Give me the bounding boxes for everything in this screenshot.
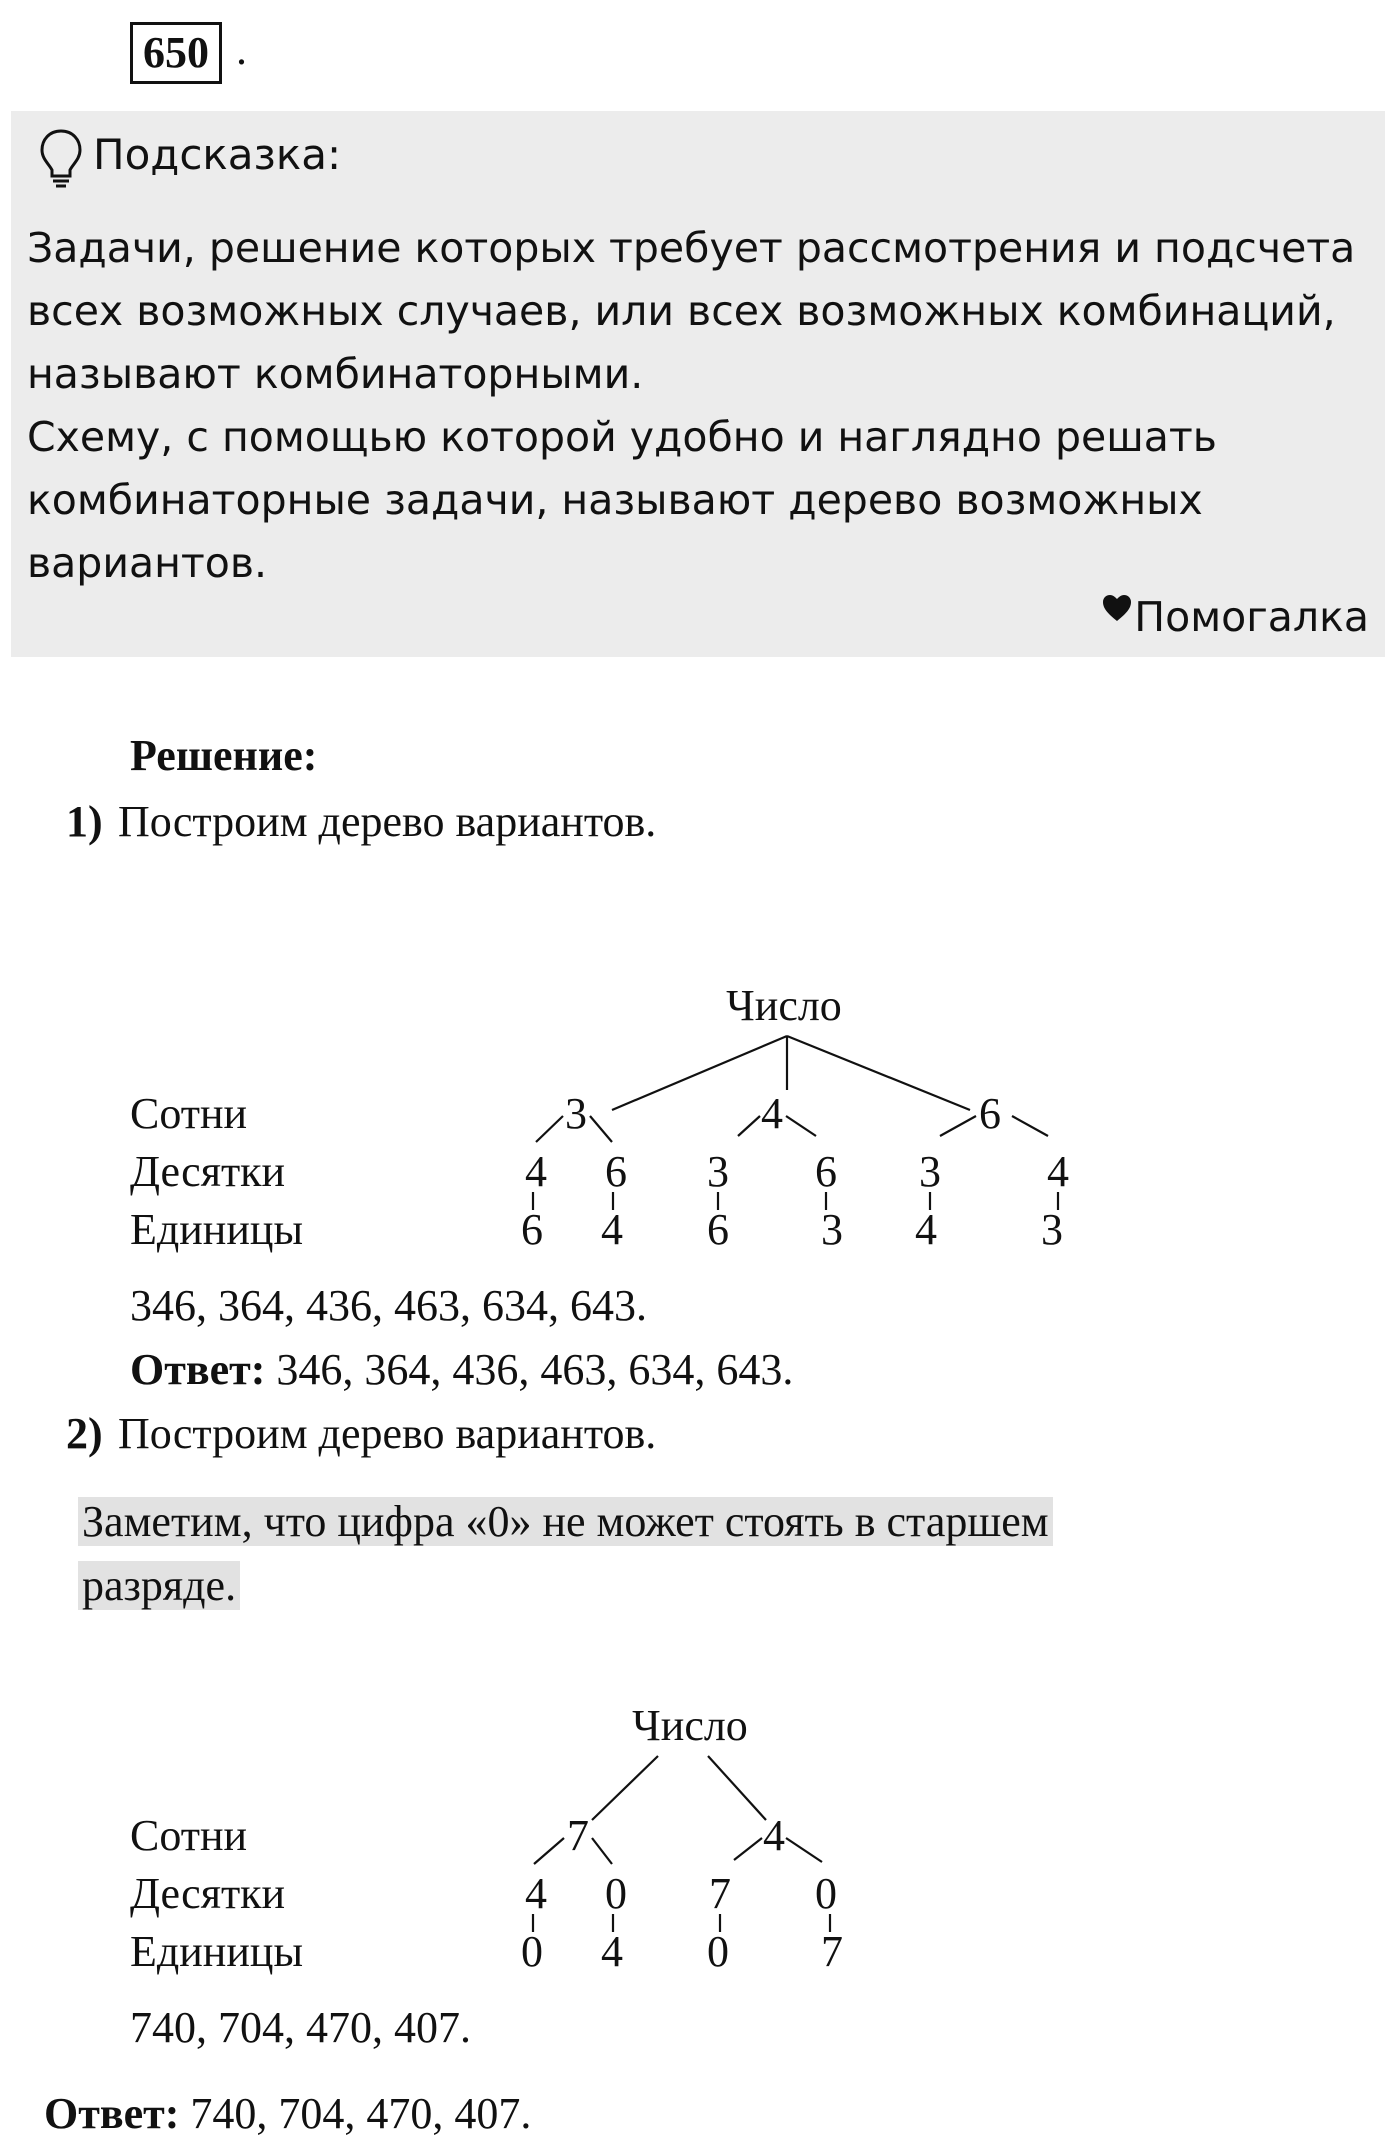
hundreds-digit: 4 (763, 1811, 785, 1860)
hundreds-digit: 6 (979, 1089, 1001, 1138)
tens-digit: 4 (1047, 1147, 1069, 1196)
tens-digit: 0 (605, 1869, 627, 1918)
part1-result: 346, 364, 436, 463, 634, 643. (130, 1281, 647, 1330)
part2-tree-diagram (0, 1690, 1400, 1990)
tree-branch (786, 1116, 816, 1136)
units-digit: 0 (521, 1927, 543, 1976)
tens-digit: 6 (605, 1147, 627, 1196)
hundreds-digit: 3 (565, 1089, 587, 1138)
tree-branch (590, 1116, 612, 1142)
brand-label: Помогалка (1134, 593, 1369, 641)
part2-answer-line (44, 2088, 531, 2140)
tree-branch (536, 1116, 563, 1142)
part2-marker: 2) (66, 1409, 103, 1458)
tree-branch (708, 1756, 766, 1820)
units-digit: 7 (821, 1927, 843, 1976)
level-label-units: Единицы (130, 1205, 304, 1254)
part2-result: 740, 704, 470, 407. (130, 2003, 471, 2052)
part2-intro: Построим дерево вариантов. (118, 1409, 657, 1458)
hundreds-digit: 7 (567, 1811, 589, 1860)
tree-root: Число (726, 981, 842, 1030)
tree-branch (1012, 1116, 1048, 1136)
level-label-hundreds: Сотни (130, 1089, 248, 1138)
units-digit: 0 (707, 1927, 729, 1976)
tens-digit: 3 (919, 1147, 941, 1196)
problem-number-dot: . (236, 25, 247, 74)
tree-root: Число (632, 1701, 748, 1750)
part1-answer-line (130, 1340, 793, 1400)
level-label-tens: Десятки (130, 1869, 286, 1918)
units-digit: 6 (521, 1205, 543, 1254)
hint-text (27, 217, 1367, 595)
hint-box (11, 111, 1385, 657)
highlighted-note (78, 1490, 1248, 1618)
hint-paragraph: Задачи, решение которых требует рассмотрения и подсчета всех возможных случаев, или всех возможных комбинаций, называют комбинаторными. (27, 224, 1356, 398)
note-line: разряде. (78, 1561, 240, 1610)
part1-intro: Построим дерево вариантов. (118, 797, 657, 846)
units-digit: 3 (1041, 1205, 1063, 1254)
tens-digit: 6 (815, 1147, 837, 1196)
tens-digit: 3 (707, 1147, 729, 1196)
answer-value: 346, 364, 436, 463, 634, 643. (276, 1345, 794, 1394)
tree-branch (787, 1036, 970, 1110)
tree-branch (734, 1838, 762, 1860)
heart-icon (1101, 593, 1133, 623)
tens-digit: 7 (709, 1869, 731, 1918)
tree-branch (786, 1838, 822, 1862)
level-label-hundreds: Сотни (130, 1811, 248, 1860)
part1-tree-diagram (0, 970, 1400, 1270)
tree-branch (592, 1838, 612, 1864)
units-digit: 3 (821, 1205, 843, 1254)
tree-branch (534, 1838, 564, 1864)
answer-value: 740, 704, 470, 407. (190, 2089, 532, 2138)
hundreds-digit: 4 (761, 1089, 783, 1138)
units-digit: 4 (915, 1205, 937, 1254)
part1-marker: 1) (66, 797, 103, 846)
tens-digit: 4 (525, 1147, 547, 1196)
tens-digit: 0 (815, 1869, 837, 1918)
tree-branch (940, 1116, 976, 1136)
units-digit: 4 (601, 1927, 623, 1976)
lightbulb-icon (37, 127, 85, 191)
answer-label: Ответ: (44, 2089, 180, 2138)
hint-paragraph: Схему, с помощью которой удобно и наглядно решать комбинаторные задачи, называют дерево возможных вариантов. (27, 413, 1217, 587)
answer-label: Ответ: (130, 1345, 266, 1394)
units-digit: 6 (707, 1205, 729, 1254)
tens-digit: 4 (525, 1869, 547, 1918)
units-digit: 4 (601, 1205, 623, 1254)
note-line: Заметим, что цифра «0» не может стоять в старшем (78, 1497, 1053, 1546)
tree-branch (738, 1116, 760, 1136)
tree-branch (592, 1756, 658, 1820)
hint-title: Подсказка: (93, 130, 342, 179)
problem-number: 650 (130, 22, 222, 84)
level-label-tens: Десятки (130, 1147, 286, 1196)
level-label-units: Единицы (130, 1927, 304, 1976)
solution-heading: Решение: (130, 731, 318, 780)
